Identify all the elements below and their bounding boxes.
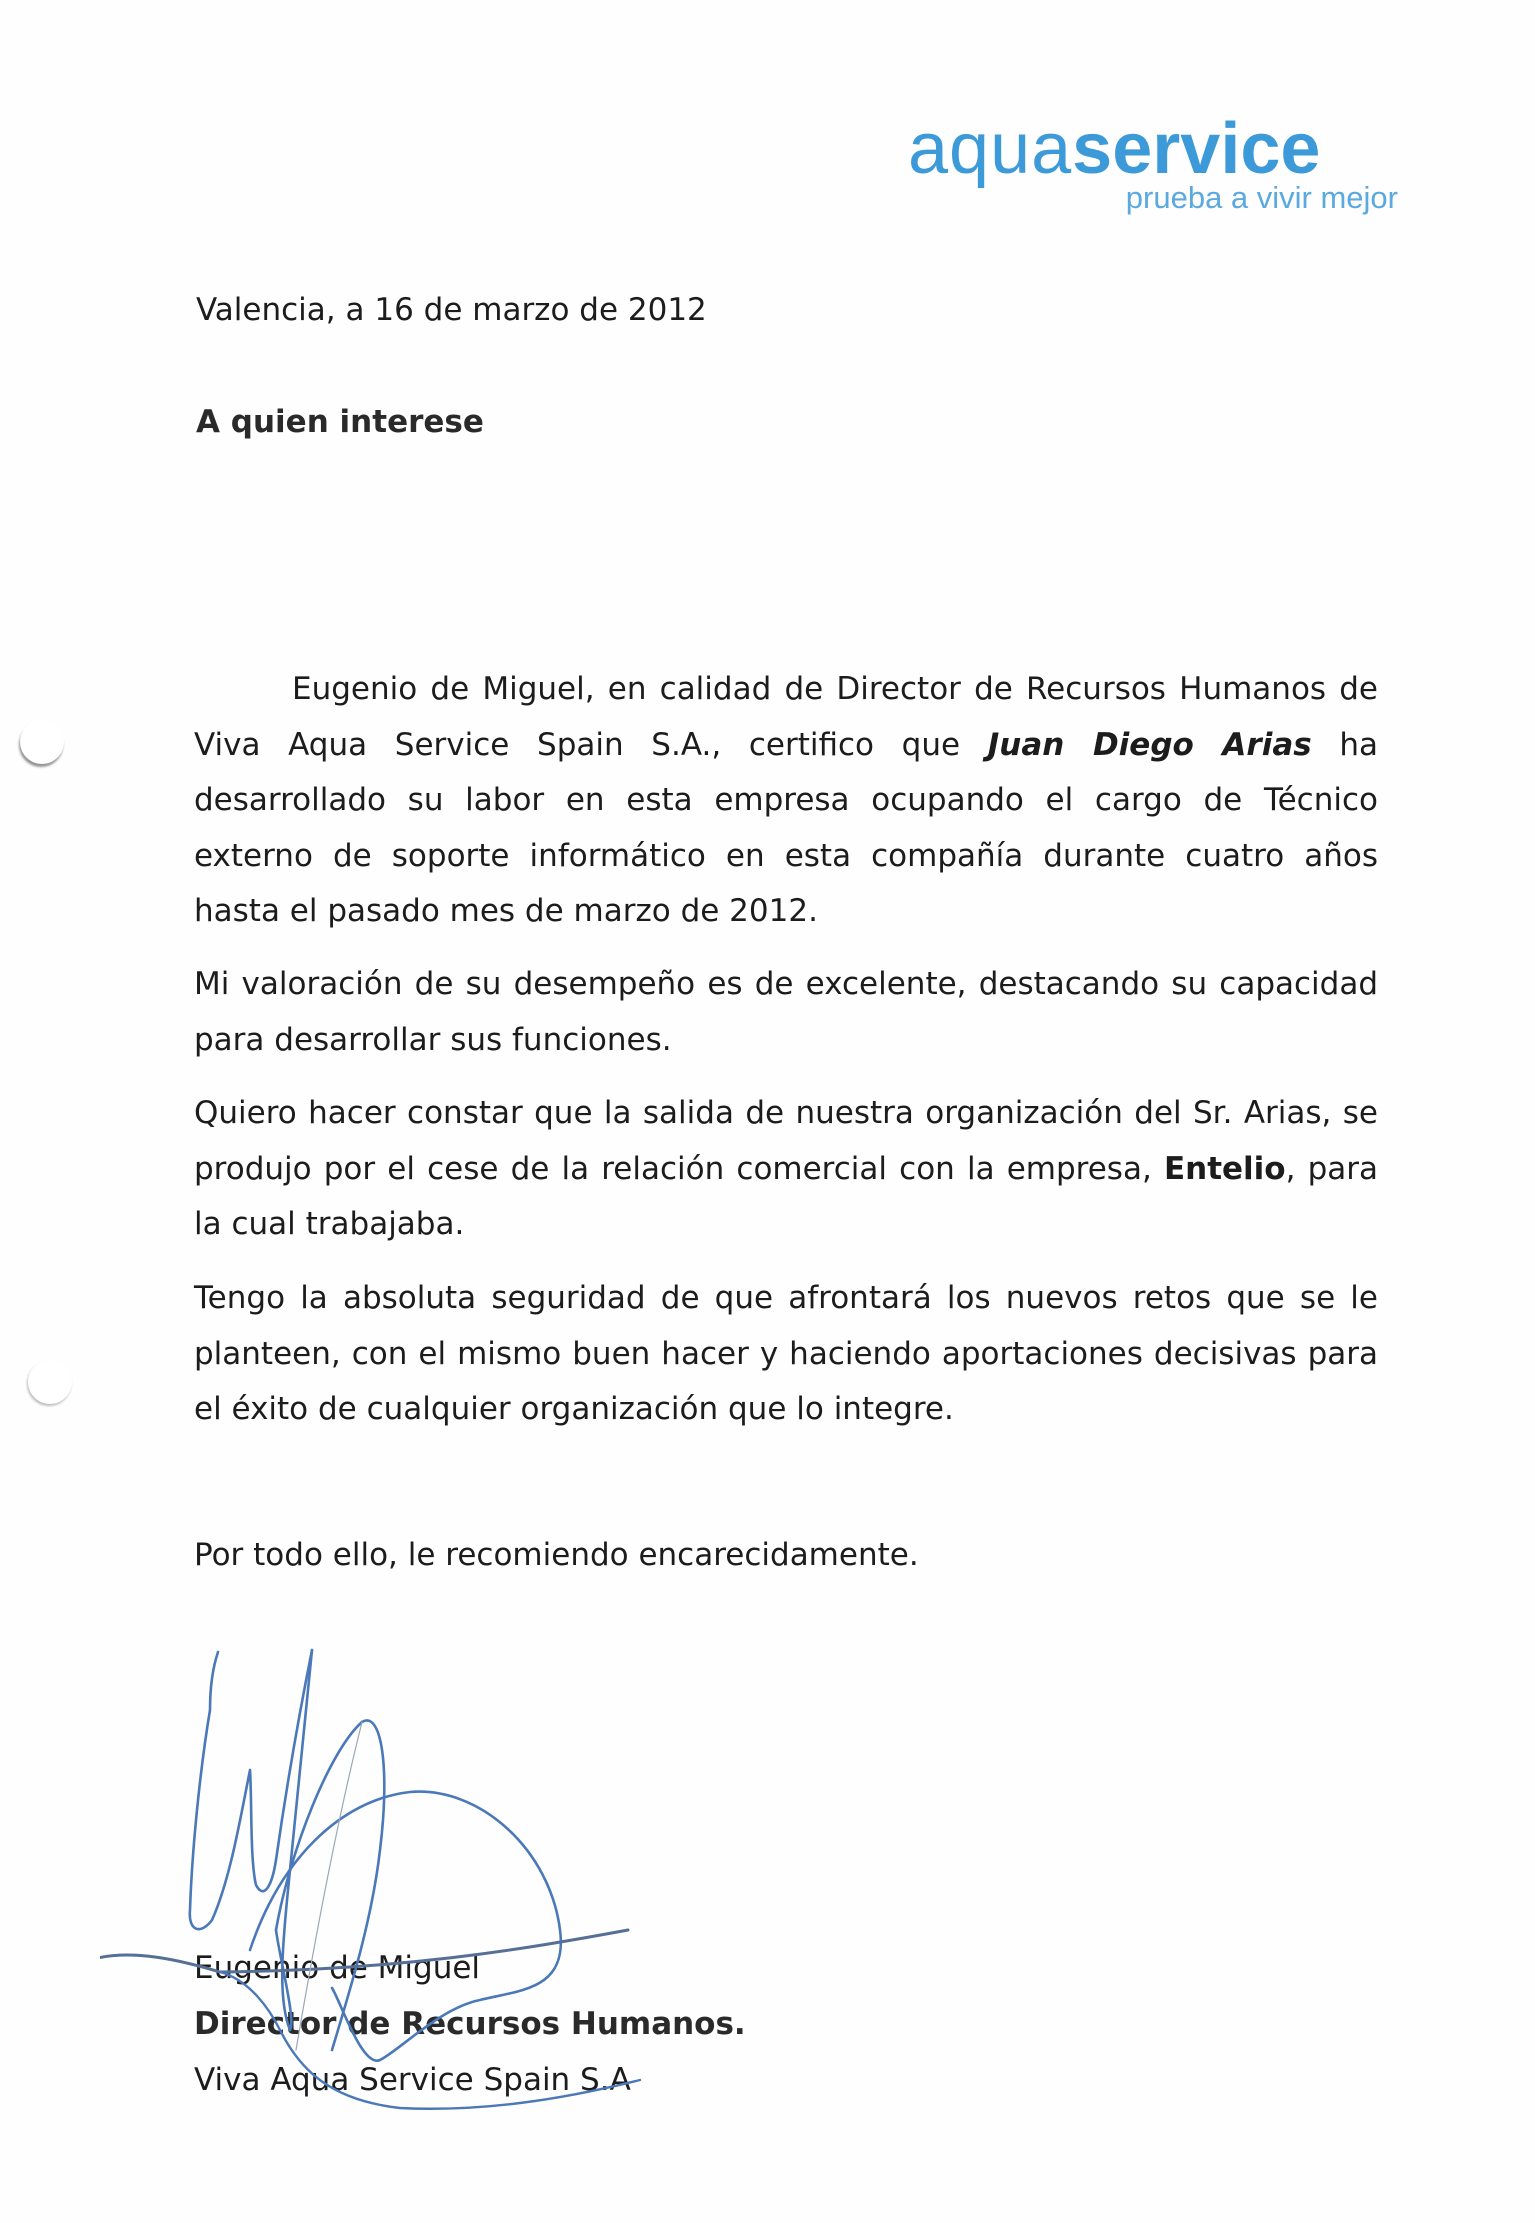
punch-hole-bottom [28, 1360, 72, 1404]
logo-wordmark [908, 108, 1320, 189]
logo-tagline: prueba a vivir mejor [1125, 180, 1398, 215]
handwritten-signature [100, 1630, 740, 2130]
paragraph-confidence: Tengo la absoluta seguridad de que afrontará los nuevos retos que se le planteen, con el mismo buen hacer y haciendo aportaciones decisivas para el éxito de cualquier organización que lo integre. [194, 1280, 1378, 1427]
punch-hole-top [20, 720, 64, 764]
closing-line: Por todo ello, le recomiendo encarecidamente. [194, 1537, 919, 1573]
paragraph-departure [194, 1086, 1378, 1253]
paragraph-certification [194, 662, 1378, 940]
aquaservice-logo [908, 108, 1398, 218]
logo-service-text: service [1072, 109, 1321, 189]
logo-aqua-text: aqua [908, 109, 1073, 189]
company-name: Entelio [1163, 1150, 1286, 1187]
paragraph-departure-rest: , para la cual trabajaba. [194, 1150, 1379, 1242]
signatory-company: Viva Aqua Service Spain S.A [194, 2062, 631, 2098]
paragraph-departure-intro: Quiero hacer constar que la salida de nuestra organización del Sr. Arias, se produjo por el cese de la relación comercial con la empresa, [194, 1095, 1378, 1187]
signatory-title: Director de Recursos Humanos. [194, 2006, 746, 2042]
employee-name: Juan Diego Arias [987, 726, 1312, 763]
date-line: Valencia, a 16 de marzo de 2012 [196, 292, 707, 328]
paragraph-certification-intro: Eugenio de Miguel, en calidad de Director de Recursos Humanos de Viva Aqua Service Spain S.A., certifico que [194, 671, 1378, 763]
salutation: A quien interese [196, 404, 484, 440]
signatory-name: Eugenio de Miguel [194, 1950, 481, 1986]
paragraph-certification-rest: ha desarrollado su labor en esta empresa ocupando el cargo de Técnico externo de soporte informático en esta compañía durante cuatro años hasta el pasado mes de marzo de 2012. [194, 726, 1379, 929]
paragraph-evaluation: Mi valoración de su desempeño es de excelente, destacando su capacidad para desarrollar sus funciones. [194, 966, 1378, 1058]
